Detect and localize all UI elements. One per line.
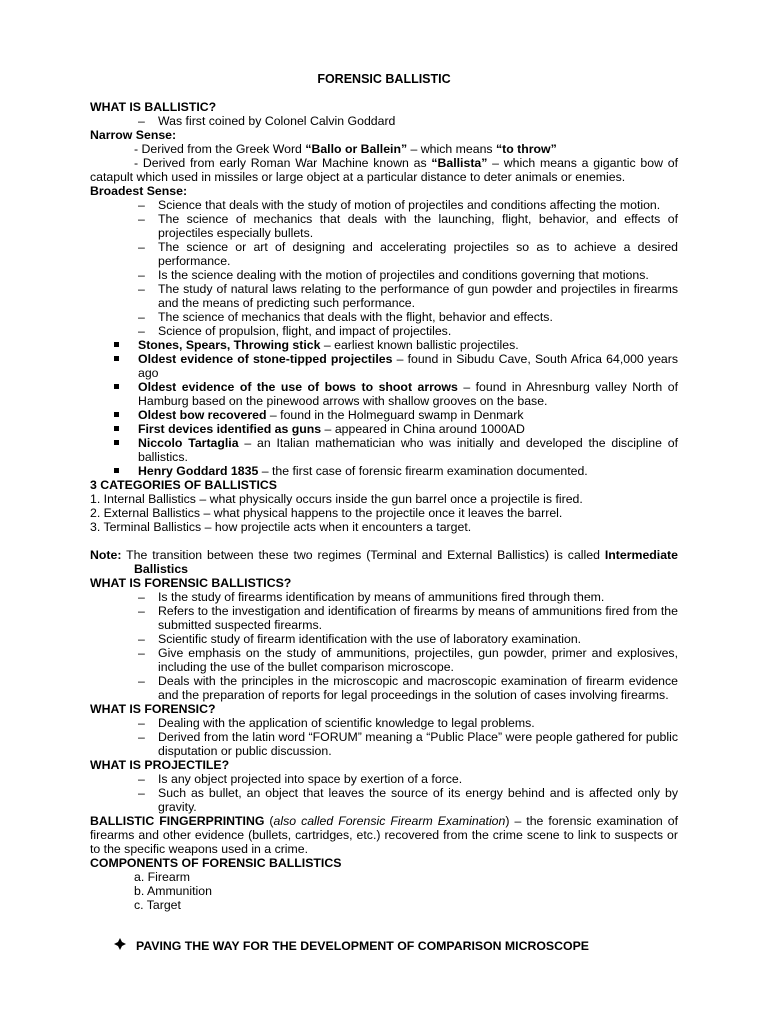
heading-forensic-ballistics: WHAT IS FORENSIC BALLISTICS? <box>90 576 292 590</box>
document-title: FORENSIC BALLISTIC <box>317 72 451 86</box>
heading-what-is-ballistic: WHAT IS BALLISTIC? <box>90 100 217 114</box>
list-item: – The science or art of designing and accelerating projectiles so as to achieve a desired performance. <box>90 240 678 268</box>
list-item: First devices identified as guns – appeared in China around 1000AD <box>90 422 678 436</box>
component-item: b. Ammunition <box>134 884 212 898</box>
list-item: – Give emphasis on the study of ammunitions, projectiles, gun powder, primer and explosives, including the use of the bullet comparison microscope. <box>90 646 678 674</box>
history-list <box>90 338 678 478</box>
list-item: – Refers to the investigation and identification of firearms by means of ammunitions fired from the submitted suspected firearms. <box>90 604 678 632</box>
forensic-ballistics-list <box>90 590 678 702</box>
narrow-line-1: - Derived from the Greek Word “Ballo or Ballein” – which means “to throw” <box>134 142 557 156</box>
heading-what-is-forensic: WHAT IS FORENSIC? <box>90 702 216 716</box>
forensic-list <box>90 716 678 758</box>
ballistic-definition-list <box>90 114 678 128</box>
category-item: 3. Terminal Ballistics – how projectile acts when it encounters a target. <box>90 520 472 534</box>
list-item: – Science that deals with the study of motion of projectiles and conditions affecting the motion. <box>90 198 678 212</box>
list-item: Niccolo Tartaglia – an Italian mathematician who was initially and developed the discipline of ballistics. <box>90 436 678 464</box>
projectile-list <box>90 772 678 814</box>
list-item: – Deals with the principles in the microscopic and macroscopic examination of firearm evidence and the preparation of reports for legal proceedings in the solution of cases involving firearms. <box>90 674 678 702</box>
broad-list <box>90 198 678 338</box>
list-item: – The science of mechanics that deals with the launching, flight, behavior, and effects of projectiles especially bullets. <box>90 212 678 240</box>
final-heading: PAVING THE WAY FOR THE DEVELOPMENT OF COMPARISON MICROSCOPE <box>90 938 678 953</box>
list-item: – Science of propulsion, flight, and impact of projectiles. <box>90 324 678 338</box>
list-item: – The science of mechanics that deals with the flight, behavior and effects. <box>90 310 678 324</box>
heading-categories: 3 CATEGORIES OF BALLISTICS <box>90 478 277 492</box>
list-item: Oldest evidence of the use of bows to shoot arrows – found in Ahresnburg valley North of Hamburg based on the pinewood arrows with shallow grooves on the base. <box>90 380 678 408</box>
note-paragraph: Note: The transition between these two regimes (Terminal and External Ballistics) is called Intermediate Ballistics <box>90 548 678 576</box>
category-item: 1. Internal Ballistics – what physically occurs inside the gun barrel once a projectile is fired. <box>90 492 583 506</box>
list-item: Stones, Spears, Throwing stick – earliest known ballistic projectiles. <box>90 338 678 352</box>
list-item: – Derived from the latin word “FORUM” meaning a “Public Place” were people gathered for public disputation or public discussion. <box>90 730 678 758</box>
list-item: – Is any object projected into space by exertion of a force. <box>90 772 678 786</box>
list-item: Henry Goddard 1835 – the first case of forensic firearm examination documented. <box>90 464 678 478</box>
narrow-line-2: - Derived from early Roman War Machine known as “Ballista” – which means a gigantic bow of catapult which used in missiles or large object at a particular distance to deter animals or enemies. <box>90 156 678 184</box>
fingerprinting-paragraph: BALLISTIC FINGERPRINTING (also called Forensic Firearm Examination) – the forensic examination of firearms and other evidence (bullets, cartridges, etc.) recovered from the crime scene to link to suspects or to the specific weapons used in a crime. <box>90 814 679 856</box>
heading-components: COMPONENTS OF FORENSIC BALLISTICS <box>90 856 342 870</box>
list-item: Oldest evidence of stone-tipped projectiles – found in Sibudu Cave, South Africa 64,000 years ago <box>90 352 678 380</box>
heading-what-is-projectile: WHAT IS PROJECTILE? <box>90 758 230 772</box>
list-item: – The study of natural laws relating to the performance of gun powder and projectiles in firearms and the means of predicting such performance. <box>90 282 678 310</box>
component-item: a. Firearm <box>134 870 191 884</box>
heading-narrow-sense: Narrow Sense: <box>90 128 177 142</box>
category-item: 2. External Ballistics – what physical happens to the projectile once it leaves the barrel. <box>90 506 563 520</box>
list-item: – Dealing with the application of scientific knowledge to legal problems. <box>90 716 678 730</box>
list-item: – Was first coined by Colonel Calvin Goddard <box>90 114 678 128</box>
list-item: – Is the science dealing with the motion of projectiles and conditions governing that motions. <box>90 268 678 282</box>
diamond-bullet-icon <box>114 938 136 953</box>
list-item: – Scientific study of firearm identification with the use of laboratory examination. <box>90 632 678 646</box>
list-item: – Such as bullet, an object that leaves the source of its energy behind and is affected only by gravity. <box>90 786 678 814</box>
component-item: c. Target <box>134 898 181 912</box>
list-item: Oldest bow recovered – found in the Holmeguard swamp in Denmark <box>90 408 678 422</box>
heading-broadest-sense: Broadest Sense: <box>90 184 188 198</box>
list-item: – Is the study of firearms identification by means of ammunitions fired through them. <box>90 590 678 604</box>
